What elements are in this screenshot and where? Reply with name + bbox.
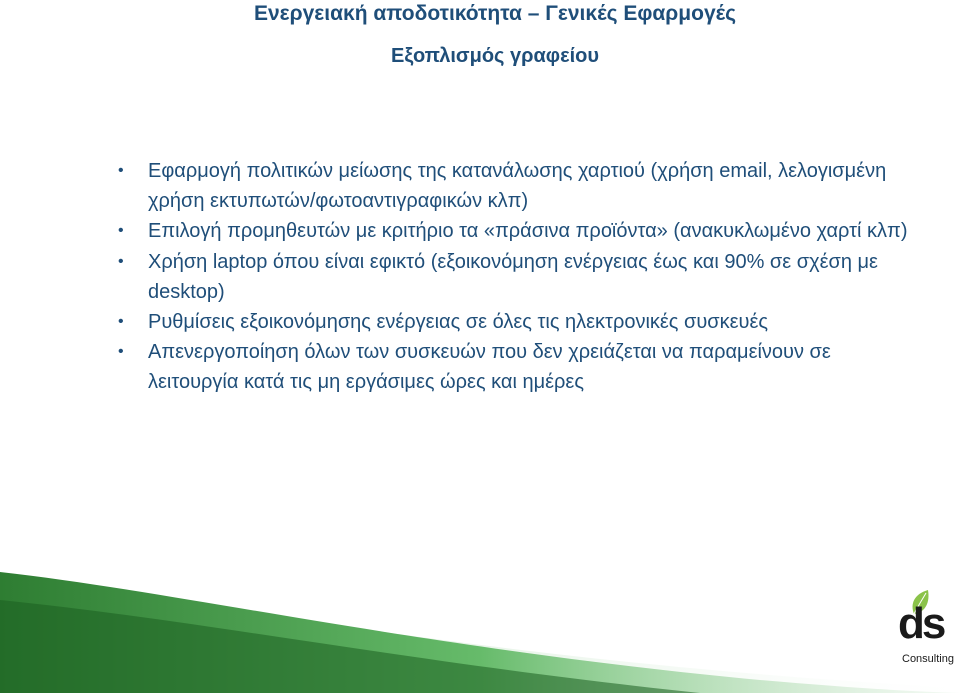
bullet-item	[118, 156, 918, 216]
bullet-item	[118, 247, 918, 307]
bullet-list	[118, 156, 918, 398]
logo-name: Consulting	[902, 653, 954, 665]
bullet-marker: •	[118, 343, 124, 361]
bullet-item	[118, 216, 918, 246]
bullet-marker: •	[118, 222, 124, 240]
bullet-text: Απενεργοποίηση όλων των συσκευών που δεν χρειάζεται να παραμείνουν σε λειτουργία κατά τις μη εργάσιμες ώρες και ημέρες	[148, 341, 831, 394]
bullet-text: Χρήση laptop όπου είναι εφικτό (εξοικονόμηση ενέργειας έως και 90% σε σχέση με desktop)	[148, 250, 878, 303]
bullet-marker: •	[118, 313, 124, 331]
bullet-item	[118, 337, 918, 397]
bullet-marker: •	[118, 252, 124, 270]
company-logo	[898, 590, 960, 670]
bullet-marker: •	[118, 162, 124, 179]
bullet-item	[118, 307, 918, 337]
bullet-text: Εφαρμογή πολιτικών μείωσης της κατανάλωσης χαρτιού (χρήση email, λελογισμένη χρήση εκτυπωτών/φωτοαντιγραφικών κλπ)	[148, 160, 887, 213]
bullet-text: Ρυθμίσεις εξοικονόμησης ενέργειας σε όλες τις ηλεκτρονικές συσκευές	[148, 311, 769, 334]
footer-wave-decoration	[0, 560, 960, 693]
slide-subtitle: Εξοπλισμός γραφείου	[390, 45, 599, 67]
logo-mark: ds	[898, 599, 944, 648]
bullet-text: Επιλογή προμηθευτών με κριτήριο τα «πράσινα προϊόντα» (ανακυκλωμένο χαρτί κλπ)	[148, 220, 908, 243]
slide-title: Ενεργειακή αποδοτικότητα – Γενικές Εφαρμογές	[253, 2, 737, 25]
